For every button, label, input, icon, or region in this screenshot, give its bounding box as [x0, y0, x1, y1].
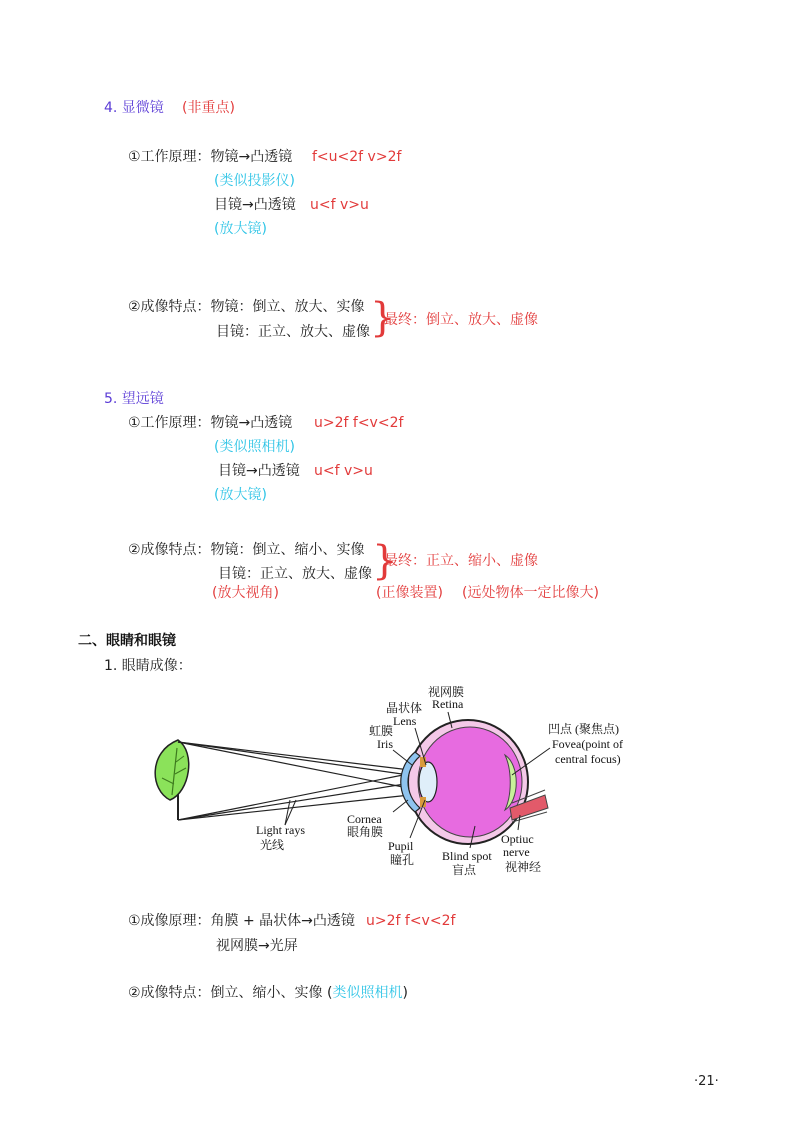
- microscope-final-image: 最终：倒立、放大、虚像: [384, 312, 538, 328]
- leaf-object: [155, 740, 189, 820]
- eye-principle-screen: 视网膜→光屏: [216, 938, 298, 954]
- section-5-title: 5. 望远镜: [104, 391, 164, 407]
- telescope-feature-label: ②成像特点：物镜：倒立、缩小、实像: [128, 542, 365, 558]
- telescope-note-far: (远处物体一定比像大): [462, 585, 599, 601]
- label-retina-cn: 视网膜: [428, 685, 465, 699]
- label-lens-cn: 晶状体: [386, 701, 423, 715]
- microscope-eyepiece-feature: 目镜：正立、放大、虚像: [216, 324, 370, 340]
- label-cornea-en: Cornea: [347, 812, 382, 826]
- label-blind-spot-en: Blind spot: [442, 849, 492, 863]
- microscope-eyepiece-condition: u<f v>u: [310, 197, 369, 213]
- telescope-objective-analogy: (类似照相机): [214, 439, 295, 455]
- label-blind-spot-cn: 盲点: [452, 863, 477, 877]
- microscope-principle-label: ①工作原理：物镜→凸透镜: [128, 149, 293, 165]
- label-fovea-en-2: central focus): [555, 752, 621, 766]
- label-fovea-en-1: Fovea(point of: [552, 737, 623, 751]
- label-retina-en: Retina: [432, 697, 464, 711]
- telescope-principle-label: ①工作原理：物镜→凸透镜: [128, 415, 293, 431]
- label-optic-cn: 视神经: [505, 860, 542, 874]
- section-4-title: 4. 显微镜: [104, 100, 164, 116]
- microscope-objective-analogy: (类似投影仪): [214, 173, 295, 189]
- telescope-note-angle: (放大视角): [212, 585, 279, 601]
- label-pupil-cn: 瞳孔: [390, 853, 415, 867]
- label-cornea-cn: 眼角膜: [347, 825, 384, 839]
- telescope-eyepiece-condition: u<f v>u: [314, 463, 373, 479]
- section-4-note: (非重点): [182, 100, 235, 116]
- microscope-eyepiece: 目镜→凸透镜: [214, 197, 296, 213]
- eye-principle-label: ①成像原理：角膜 + 晶状体→凸透镜: [128, 913, 355, 929]
- eye-feature-analogy: 类似照相机: [332, 985, 403, 1001]
- microscope-feature-label: ②成像特点：物镜：倒立、放大、实像: [128, 299, 365, 315]
- eye-feature-close: ): [402, 985, 408, 1001]
- telescope-eyepiece-analogy: (放大镜): [214, 487, 267, 503]
- label-pupil-en: Pupil: [388, 839, 414, 853]
- label-iris-en: Iris: [377, 737, 393, 751]
- label-fovea-cn: 凹点 (聚焦点): [548, 722, 619, 736]
- label-iris-cn: 虹膜: [369, 724, 394, 738]
- telescope-note-upright: (正像装置): [376, 585, 443, 601]
- telescope-eyepiece-feature: 目镜：正立、放大、虚像: [218, 566, 372, 582]
- eye-imaging-subheading: 1. 眼睛成像：: [104, 658, 192, 674]
- eye-feature-text: ②成像特点：倒立、缩小、实像 (: [128, 985, 333, 1001]
- label-optic-en-2: nerve: [503, 845, 530, 859]
- microscope-eyepiece-analogy: (放大镜): [214, 221, 267, 237]
- eye-section-heading: 二、眼睛和眼镜: [78, 633, 176, 649]
- label-rays-cn: 光线: [260, 838, 285, 852]
- telescope-final-image: 最终：正立、缩小、虚像: [384, 553, 538, 569]
- telescope-objective-condition: u>2f f<v<2f: [314, 415, 404, 431]
- telescope-brace: }: [372, 538, 398, 584]
- microscope-objective-condition: f<u<2f v>2f: [312, 149, 402, 165]
- label-rays-en: Light rays: [256, 823, 305, 837]
- label-lens-en: Lens: [393, 714, 417, 728]
- microscope-brace: }: [370, 295, 396, 341]
- eye-feature-label: [128, 984, 408, 1002]
- telescope-eyepiece: 目镜→凸透镜: [218, 463, 300, 479]
- eye-principle-condition: u>2f f<v<2f: [366, 913, 456, 929]
- page-number: ·21·: [694, 1074, 719, 1089]
- label-optic-en-1: Optiuc: [501, 832, 534, 846]
